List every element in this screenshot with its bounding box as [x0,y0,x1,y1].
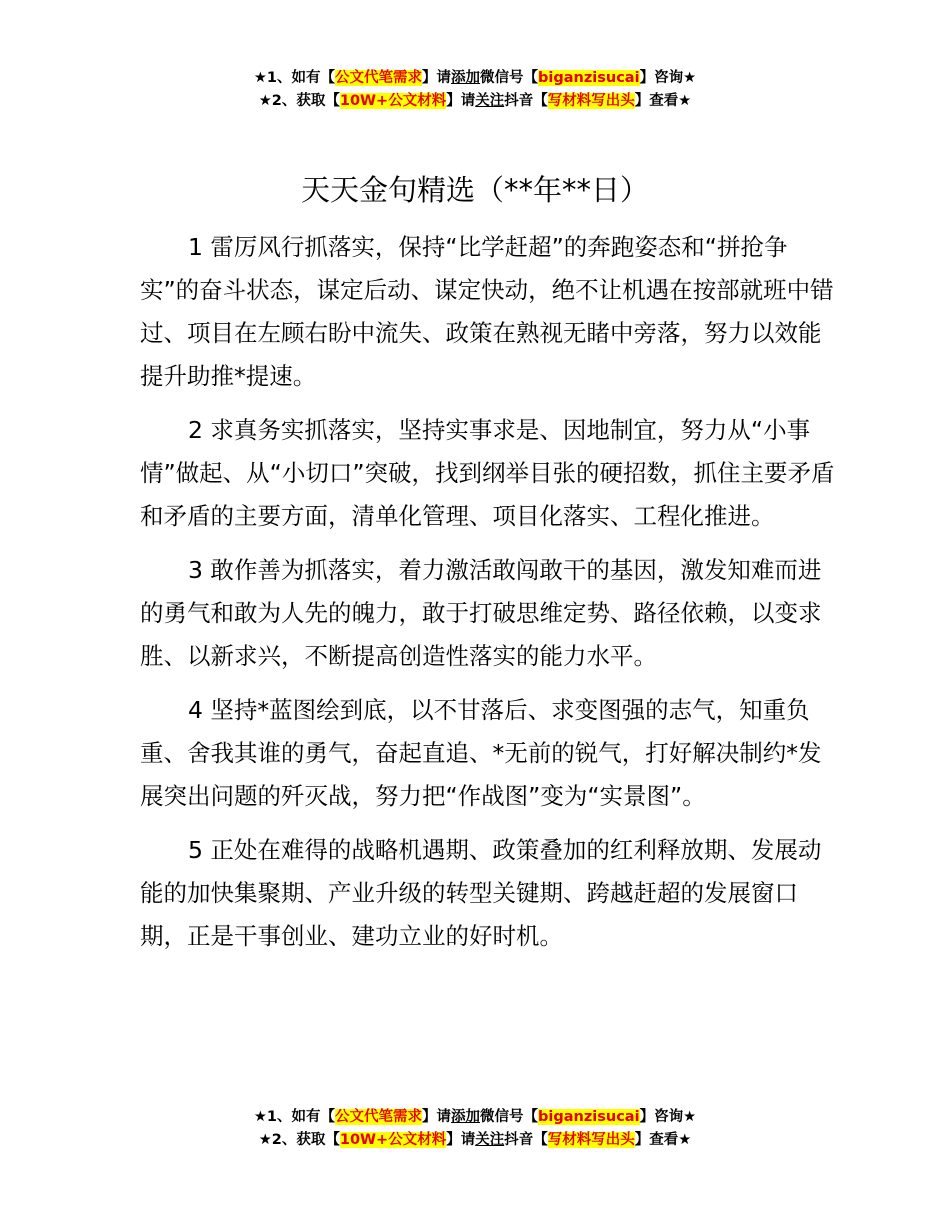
banner-text: 微信号【 [480,70,539,86]
paragraph-2: 2 求真务实抓落实，坚持实事求是、因地制宜，努力从“小事情”做起、从“小切口”突破，找到纲举目张的硬招数，抓住主要矛盾和矛盾的主要方面，清单化管理、项目化落实、工程化推进。 [140,416,835,530]
highlight-account: 写材料写出头 [547,1132,635,1148]
highlight-service: 公文代笔需求 [335,70,423,86]
highlight-materials: 10W+公文材料 [339,1132,447,1148]
banner-text: 抖音【 [504,1132,548,1148]
paragraph-3: 3 敢作善为抓落实，着力激活敢闯敢干的基因，激发知难而进的勇气和敢为人先的魄力，敢于打破思维定势、路径依赖，以变求胜、以新求兴，不断提高创造性落实的能力水平。 [140,556,822,670]
banner-text: 微信号【 [480,1109,539,1125]
banner-text: 】请 [422,70,452,86]
banner-text: 】请 [422,1109,452,1125]
underlined-text: 添加 [451,1109,481,1125]
highlight-materials: 10W+公文材料 [339,93,447,109]
highlight-wechat-id: biganzisucai [538,70,640,86]
paragraph-5: 5 正处在难得的战略机遇期、政策叠加的红利释放期、发展动能的加快集聚期、产业升级的转型关键期、跨越赶超的发展窗口期，正是干事创业、建功立业的好时机。 [140,836,822,950]
banner-line-2 [0,90,950,113]
banner-text: 】查看★ [634,1132,692,1148]
banner-text: 】查看★ [634,93,692,109]
banner-text: ★1、如有【 [253,1109,336,1125]
paragraph-4: 4 坚持*蓝图绘到底，以不甘落后、求变图强的志气，知重负重、舍我其谁的勇气，奋起直追、*无前的锐气，打好解决制约*发展突出问题的歼灭战，努力把“作战图”变为“实景图”。 [140,696,822,810]
banner-text: 】请 [446,1132,476,1148]
banner-text: 】请 [446,93,476,109]
banner-line-2 [0,1129,950,1152]
underlined-text: 添加 [451,70,481,86]
banner-text: ★2、获取【 [258,1132,340,1148]
highlight-wechat-id: biganzisucai [538,1109,640,1125]
document-title: 天天金句精选（**年**日） [300,173,649,207]
banner-line-1 [0,67,950,90]
banner-text: 】咨询★ [639,70,697,86]
header-banner [0,67,950,113]
banner-text: ★2、获取【 [258,93,340,109]
highlight-service: 公文代笔需求 [335,1109,423,1125]
banner-text: 】咨询★ [639,1109,697,1125]
banner-text: ★1、如有【 [253,70,336,86]
highlight-account: 写材料写出头 [547,93,635,109]
underlined-text: 关注 [475,93,505,109]
underlined-text: 关注 [475,1132,505,1148]
banner-text: 抖音【 [504,93,548,109]
document-body [140,226,840,969]
paragraph-1: 1 雷厉风行抓落实，保持“比学赶超”的奔跑姿态和“拼抢争实”的奋斗状态，谋定后动、谋定快动，绝不让机遇在按部就班中错过、项目在左顾右盼中流失、政策在熟视无睹中旁落，努力以效能提升助推*提速。 [140,233,834,390]
footer-banner [0,1106,950,1152]
banner-line-1 [0,1106,950,1129]
